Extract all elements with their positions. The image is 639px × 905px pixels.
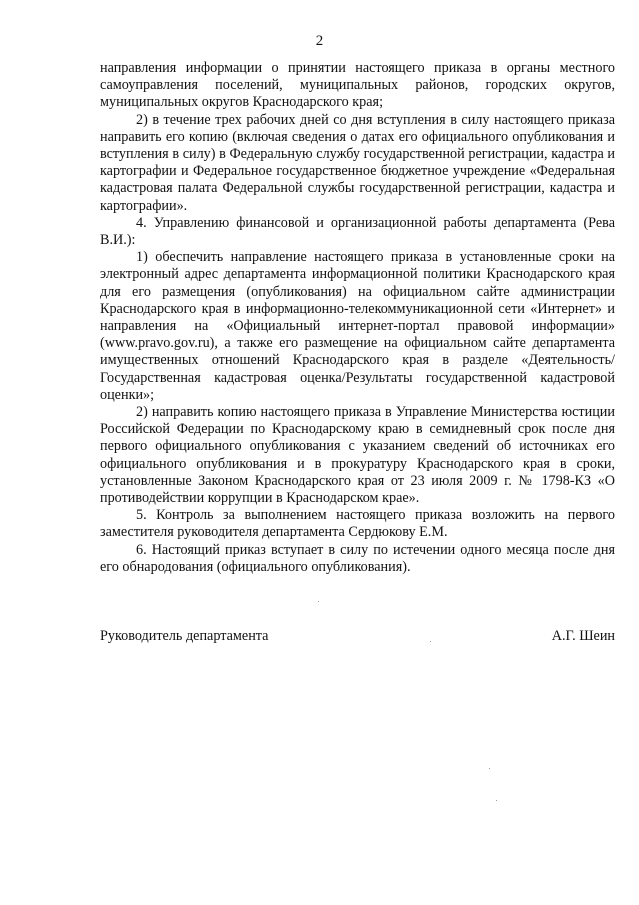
paragraph: направления информации о принятии настоящего приказа в органы местного самоуправления поселений, муниципальных районов, городских округов, муниципальных округов Краснодарского края; (100, 60, 615, 111)
paragraph: 2) направить копию настоящего приказа в Управление Министерства юстиции Российской Федерации по Краснодарскому краю в семидневный срок после дня первого официального опубликования с указанием сведений об источниках его официального опубликования и в прокуратуру Краснодарского края в сроки, установленные Законом Краснодарского края от 23 июля 2009 г. № 1798-КЗ «О противодействии коррупции в Краснодарском крае». (100, 404, 615, 507)
paragraph: 4. Управлению финансовой и организационной работы департамента (Рева В.И.): (100, 214, 615, 249)
paragraph: 5. Контроль за выполнением настоящего приказа возложить на первого заместителя руководителя департамента Сердюкову Е.М. (100, 507, 615, 541)
scan-speck (496, 800, 497, 801)
document-body (100, 60, 615, 576)
scan-speck (318, 601, 319, 602)
scan-speck (489, 768, 490, 769)
page-number: 2 (315, 33, 324, 49)
signatory-position: Руководитель департамента (100, 628, 269, 644)
scan-speck (430, 641, 431, 642)
signatory-name: А.Г. Шеин (551, 628, 615, 644)
paragraph: 2) в течение трех рабочих дней со дня вступления в силу настоящего приказа направить его копию (включая сведения о датах его официального опубликования и вступления в силу) в Федеральную службу государственной регистрации, кадастра и картографии и Федеральное государственное бюджетное учреждение «Федеральная кадастровая палата Федеральной службы государственной регистрации, кадастра и картографии». (100, 111, 615, 214)
paragraph: 6. Настоящий приказ вступает в силу по истечении одного месяца после дня его обнародования (официального опубликования). (100, 541, 615, 575)
paragraph: 1) обеспечить направление настоящего приказа в установленные сроки на электронный адрес департамента информационной политики Краснодарского края для его размещения (опубликования) на официальном сайте администрации Краснодарского края в информационно-телекоммуникационной сети «Интернет» и направления на «Официальный интернет-портал правовой информации» (www.pravo.gov.ru), а также его размещение на официальном сайте департамента имущественных отношений Краснодарского края в разделе «Деятельность/Государственная кадастровая оценка/Результаты государственной кадастровой оценки»; (100, 249, 615, 403)
